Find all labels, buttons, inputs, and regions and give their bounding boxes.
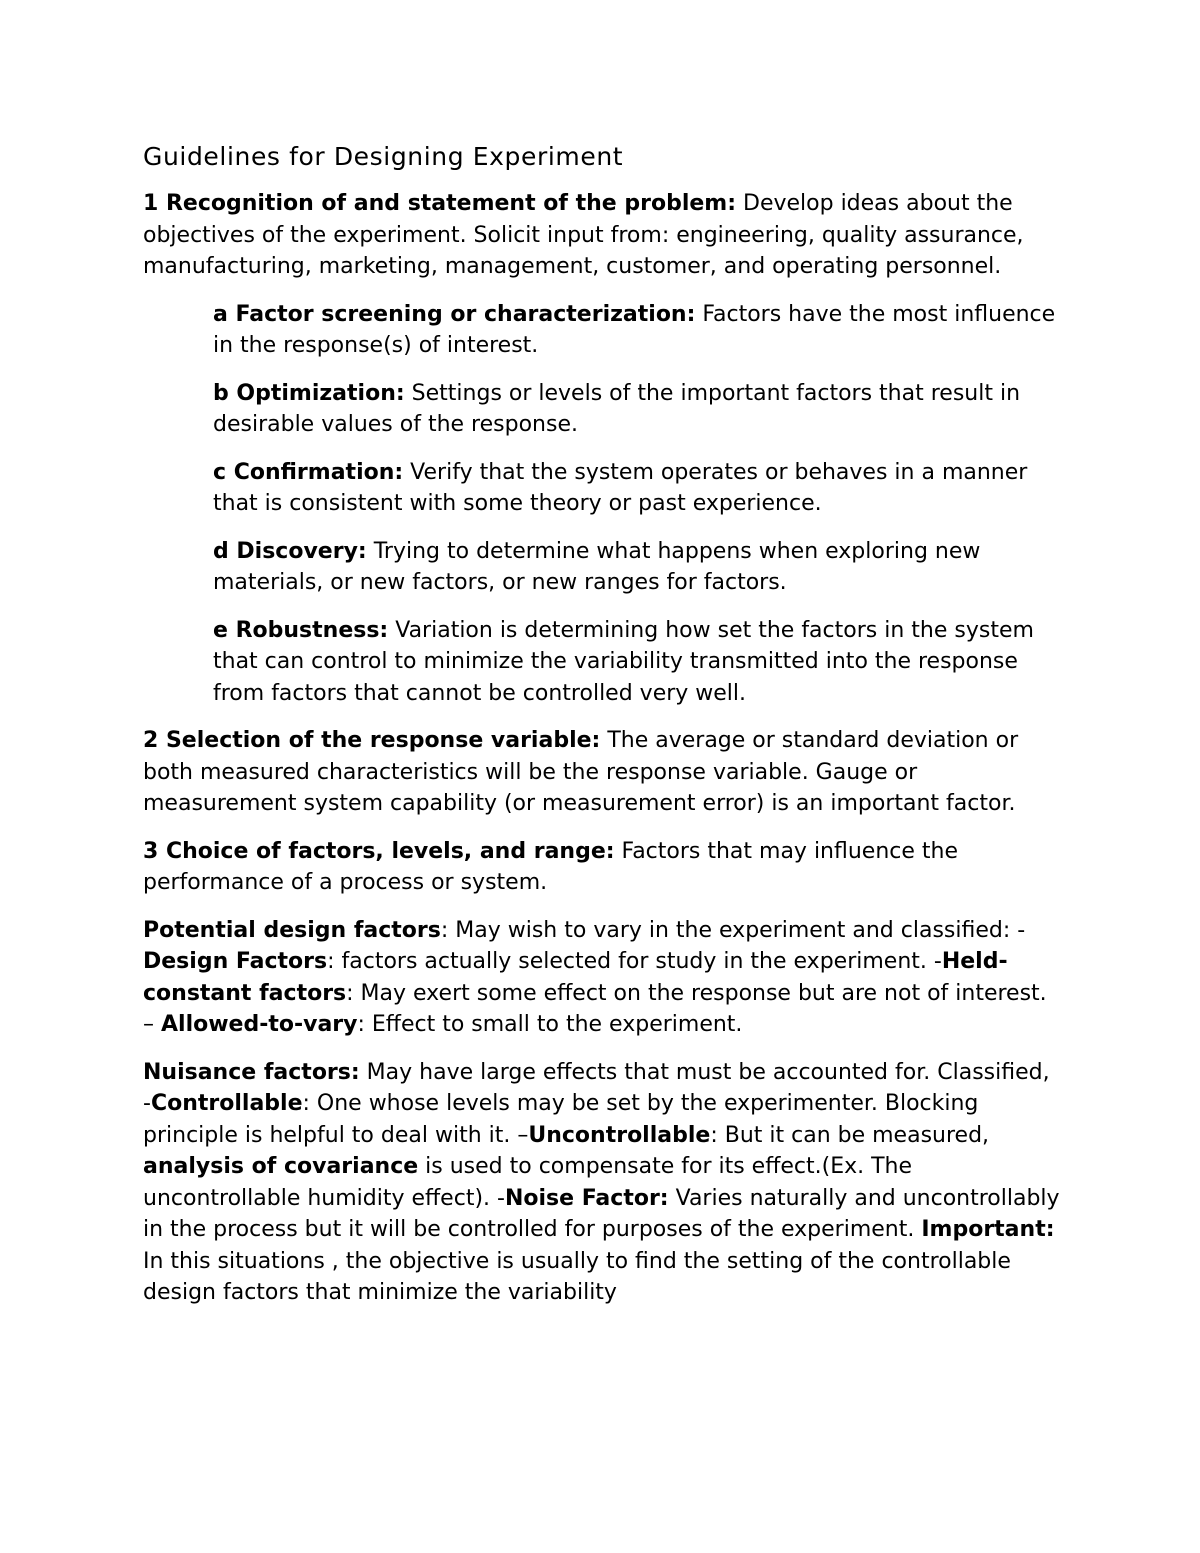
nuisance-text-4: is used to compensate for its effect.(Ex. The uncontrollable humidity effect). -	[143, 1154, 913, 1211]
paragraph-recognition-text: Develop ideas about the objectives of the experiment. Solicit input from: engineering, quality assurance, manufacturing, marketing, management, customer, and operating personnel.	[143, 191, 1024, 279]
nuisance-text-5: Varies naturally and uncontrollably in the process but it will be controlled for purposes of the experiment.	[143, 1185, 1060, 1242]
potential-text-4: : Effect to small to the experiment.	[357, 1012, 743, 1037]
paragraph-recognition-label: 1 Recognition of and statement of the problem:	[143, 191, 737, 216]
item-optimization-label: b Optimization:	[213, 380, 405, 406]
item-discovery	[213, 536, 1063, 599]
uncontrollable-term: Uncontrollable	[528, 1122, 711, 1148]
paragraph-recognition	[143, 188, 1063, 283]
important-term: Important:	[921, 1217, 1055, 1242]
nuisance-factors-label: Nuisance factors:	[143, 1059, 360, 1085]
potential-design-factors-label: Potential design factors	[143, 917, 441, 943]
item-optimization	[213, 378, 1063, 441]
paragraph-choice-of-factors-label: 3 Choice of factors, levels, and range:	[143, 838, 615, 864]
paragraph-choice-of-factors-text: Factors that may influence the performance of a process or system.	[143, 838, 959, 895]
item-discovery-label: d Discovery:	[213, 538, 367, 564]
item-factor-screening-label: a Factor screening or characterization:	[213, 301, 696, 327]
held-constant-term: Held-constant factors	[143, 949, 1008, 1006]
nuisance-text-6: In this situations , the objective is usually to find the setting of the controllable design factors that minimize the variability	[143, 1248, 1011, 1305]
item-confirmation-label: c Confirmation:	[213, 459, 404, 485]
item-confirmation	[213, 457, 1063, 520]
item-optimization-text: Settings or levels of the important factors that result in desirable values of the response.	[213, 380, 1021, 437]
paragraph-nuisance-factors	[143, 1057, 1063, 1309]
item-factor-screening	[213, 299, 1063, 362]
item-robustness-text: Variation is determining how set the factors in the system that can control to minimize the variability transmitted into the response from factors that cannot be controlled very well.	[213, 617, 1034, 706]
item-discovery-text: Trying to determine what happens when exploring new materials, or new factors, or new ranges for factors.	[213, 538, 981, 595]
document-body	[143, 140, 1063, 1325]
item-robustness	[213, 615, 1063, 710]
nuisance-text-2: : One whose levels may be set by the experimenter. Blocking principle is helpful to deal with it. –	[143, 1091, 979, 1148]
paragraph-potential-design-factors	[143, 915, 1063, 1041]
analysis-of-covariance-term: analysis of covariance	[143, 1154, 419, 1179]
item-confirmation-text: Verify that the system operates or behaves in a manner that is consistent with some theory or past experience.	[213, 459, 1028, 516]
nuisance-text-1: May have large effects that must be accounted for. Classified, -	[143, 1059, 1050, 1116]
potential-text-1: : May wish to vary in the experiment and classified: -	[440, 917, 1026, 943]
allowed-to-vary-term: Allowed-to-vary	[161, 1012, 358, 1037]
potential-text-2: : factors actually selected for study in the experiment. -	[327, 949, 942, 974]
item-factor-screening-text: Factors have the most influence in the response(s) of interest.	[213, 301, 1056, 358]
design-factors-term: Design Factors	[143, 949, 328, 974]
potential-text-3: : May exert some effect on the response but are not of interest. –	[143, 980, 1047, 1037]
paragraph-response-variable	[143, 725, 1063, 820]
nuisance-text-3: : But it can be measured,	[710, 1122, 990, 1148]
item-robustness-label: e Robustness:	[213, 617, 389, 643]
paragraph-choice-of-factors	[143, 836, 1063, 899]
paragraph-response-variable-label: 2 Selection of the response variable:	[143, 728, 601, 753]
paragraph-response-variable-text: The average or standard deviation or both measured characteristics will be the response variable. Gauge or measurement system capability (or measurement error) is an important factor.	[143, 728, 1019, 816]
noise-factor-term: Noise Factor:	[504, 1185, 669, 1211]
page-title: Guidelines for Designing Experiment	[143, 142, 624, 171]
controllable-term: Controllable	[150, 1091, 303, 1116]
